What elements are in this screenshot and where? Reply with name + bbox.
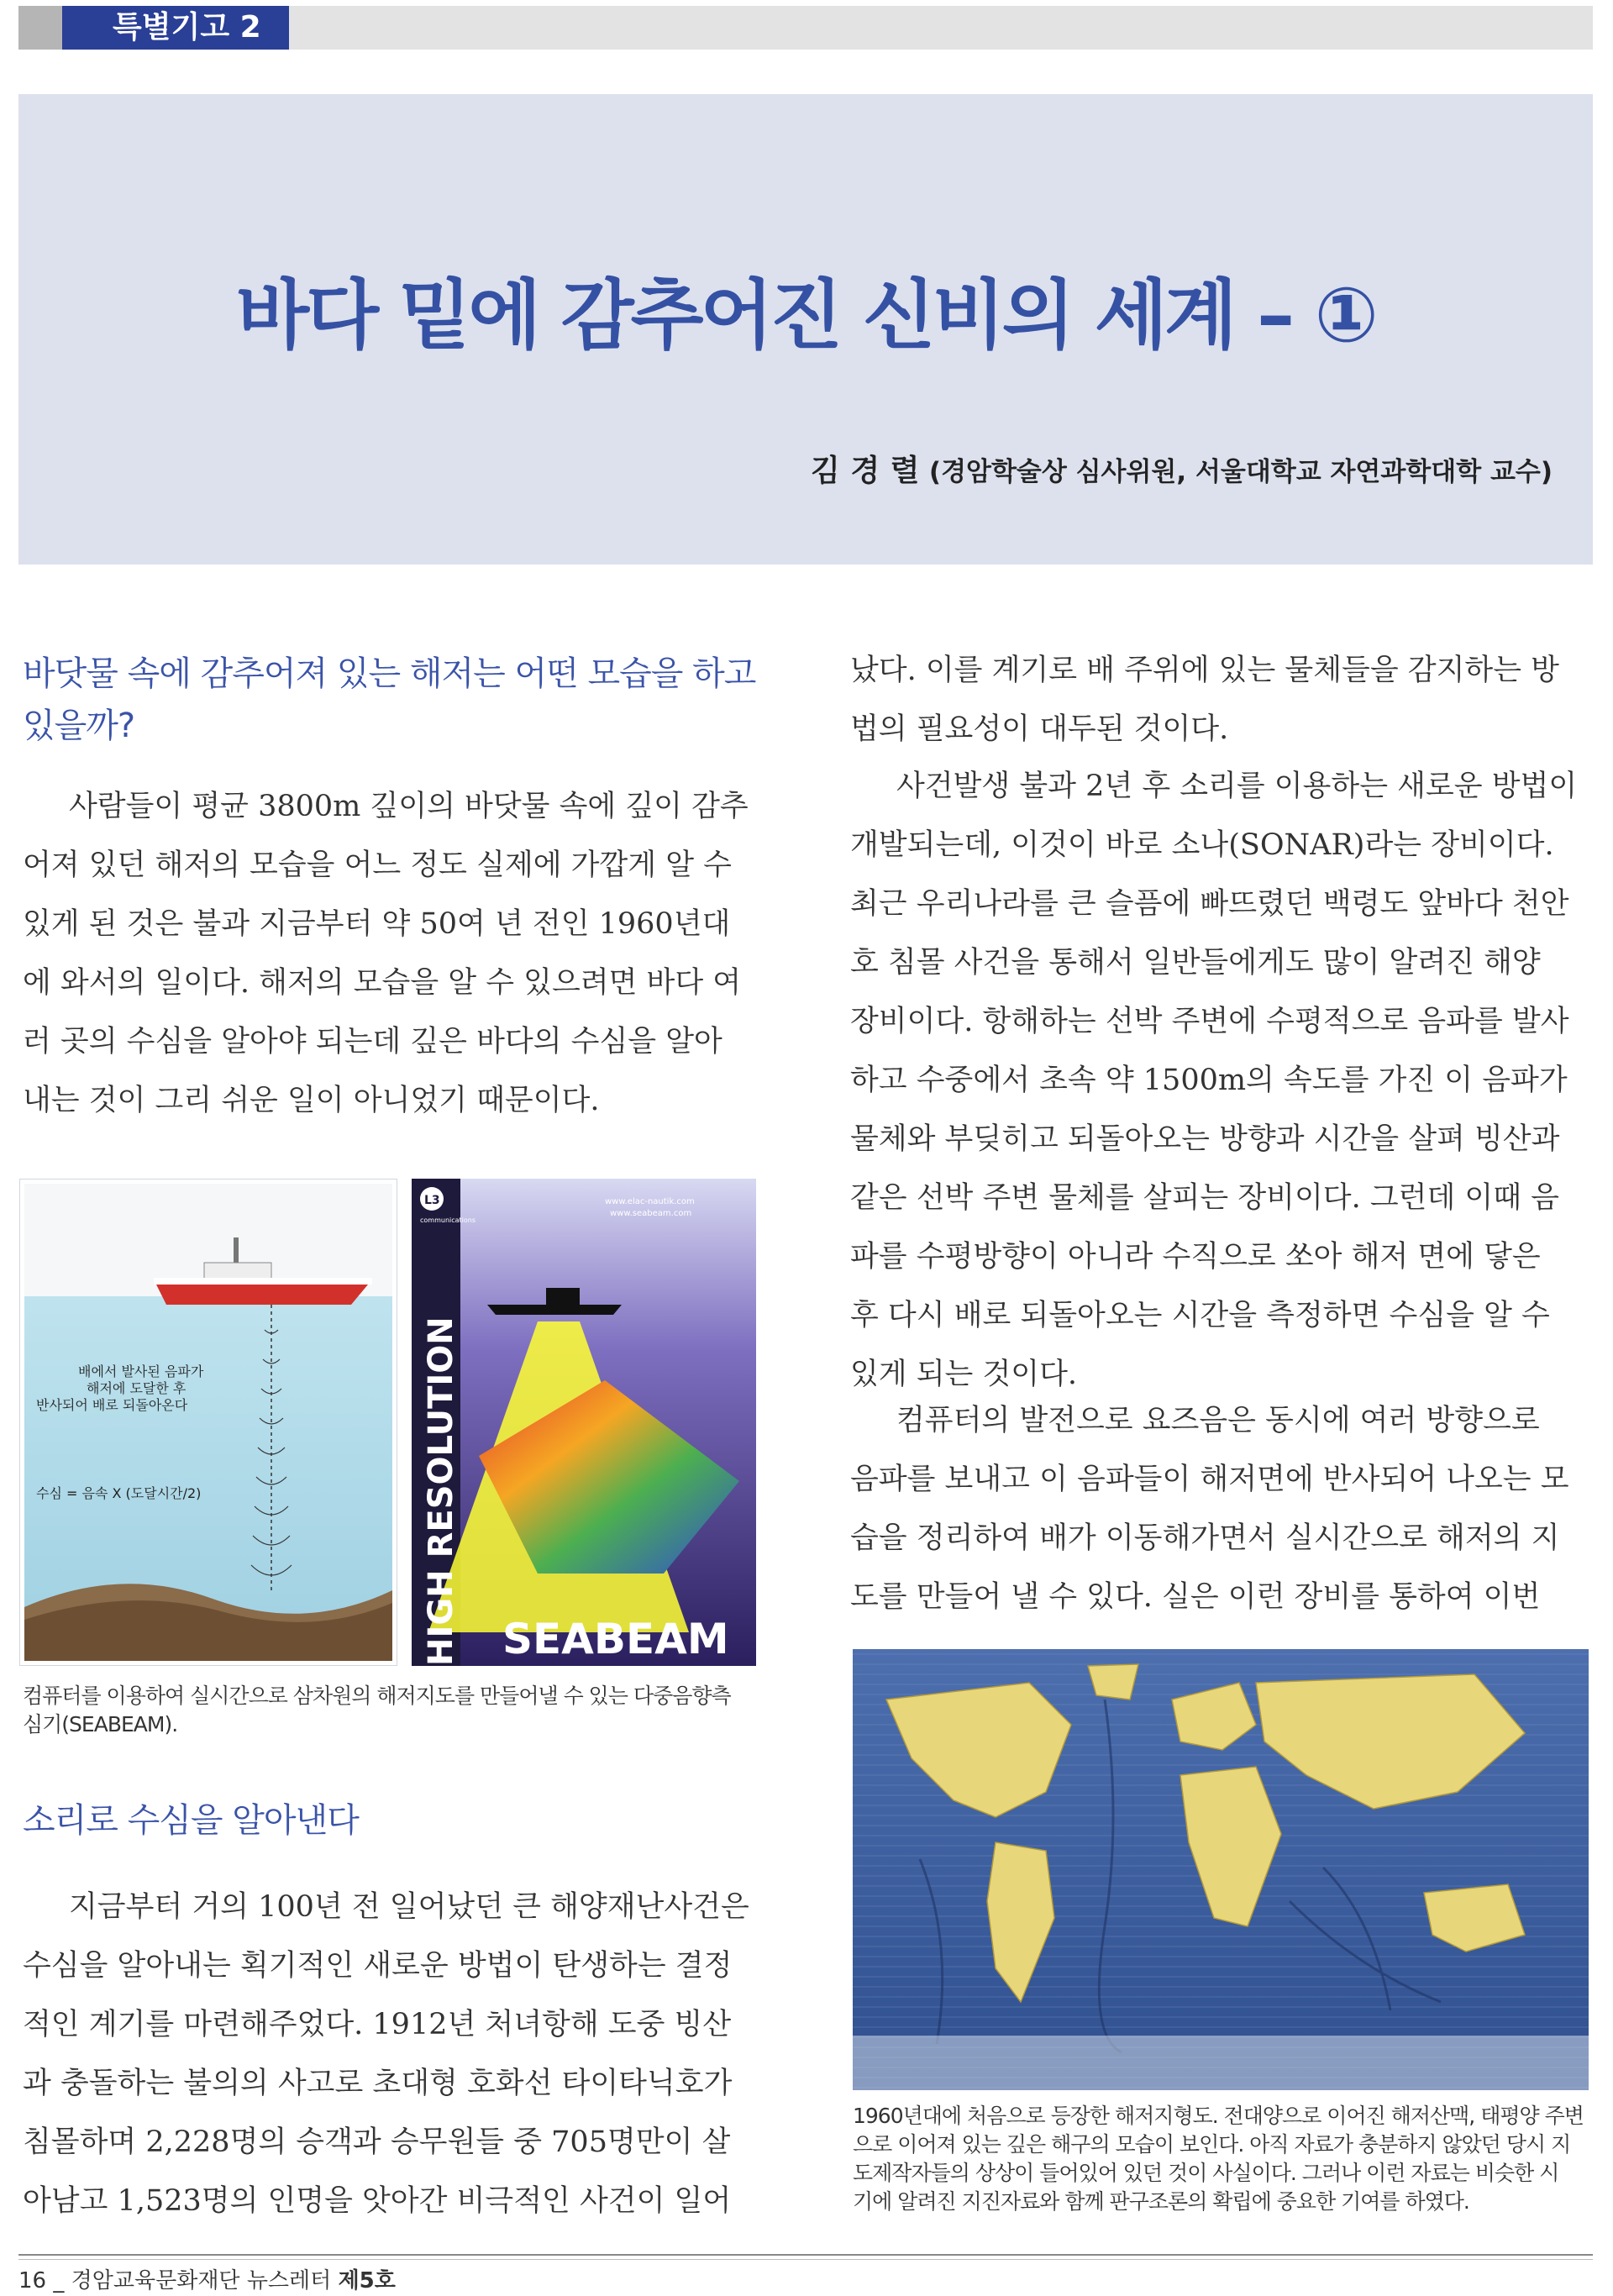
l3-logo-sub: communications — [420, 1216, 476, 1224]
poster-vertical-text: HIGH RESOLUTION — [422, 1316, 460, 1666]
paragraph-left-1: 사람들이 평균 3800m 깊이의 바닷물 속에 깊이 감추 어져 있던 해저의 모습을 어느 정도 실제에 가깝게 알 수 있게 된 것은 불과 지금부터 약 50여 년 전인 1960년대 에 와서의 일이다. 해저의 모습을 알 수 있으려면 바다 여 러 곳의 수심을 알아야 되는데 깊은 바다의 수심을 알아 내는 것이 그리 쉬운 일이 아니었기 때문이다. — [23, 790, 749, 1117]
seabeam-poster-svg — [412, 1179, 756, 1666]
section-heading-1: 바닷물 속에 감추어져 있는 해저는 어떤 모습을 하고 있을까? — [23, 654, 756, 745]
l3-logo-text: L3 — [424, 1194, 440, 1207]
paragraph-right-3: 컴퓨터의 발전으로 요즈음은 동시에 여러 방향으로 음파를 보내고 이 음파들이 해저면에 반사되어 나오는 모 습을 정리하여 배가 이동해가면서 실시간으로 해저의 지 도를 만들어 낼 수 있다. 실은 이런 장비를 통하여 이번 — [850, 1404, 1569, 1614]
header-accent-bar — [18, 6, 62, 50]
caption-ocean-map: 1960년대에 처음으로 등장한 해저지형도. 전대양으로 이어진 해저산맥, 태평양 주변 으로 이어져 있는 깊은 해구의 모습이 보인다. 아직 자료가 충분하지 않았던 당시 지 도제작자들의 상상이 들어있어 있던 것이 사실이다. 그러나 이런 자료는 비슷한 시 기에 알려진 지진자료와 함께 판구조론의 확립에 중요한 기여를 하였다. — [853, 2104, 1584, 2214]
sonar-diagram-figure — [19, 1179, 397, 1666]
footer-rule — [18, 2254, 1593, 2256]
diagram-label-3: 반사되어 배로 되돌아온다 — [36, 1397, 188, 1413]
sonar-diagram-svg — [19, 1179, 397, 1666]
diagram-label-1: 배에서 발사된 음파가 — [78, 1363, 204, 1379]
article-title: 바다 밑에 감추어진 신비의 세계 – ① — [236, 271, 1375, 360]
caption-seabeam: 컴퓨터를 이용하여 실시간으로 삼차원의 해저지도를 만들어낼 수 있는 다중음향측 심기(SEABEAM). — [23, 1684, 731, 1736]
footer-rule-thin — [18, 2259, 1593, 2260]
diagram-formula: 수심 = 음속 X (도달시간/2) — [36, 1485, 202, 1501]
footer — [18, 2263, 396, 2294]
author-name: 김 경 렬 — [811, 453, 920, 488]
publisher-name: 경암교육문화재단 뉴스레터 — [71, 2268, 332, 2293]
section-heading-2: 소리로 수심을 알아낸다 — [23, 1801, 359, 1840]
ocean-floor-map-svg — [853, 1649, 1589, 2090]
seabeam-poster-figure — [412, 1179, 756, 1666]
paragraph-right-2: 사건발생 불과 2년 후 소리를 이용하는 새로운 방법이 개발되는데, 이것이 바로 소나(SONAR)라는 장비이다. 최근 우리나라를 큰 슬픔에 빠뜨렸던 백령도 앞바다 천안 호 침몰 사건을 통해서 일반들에게도 많이 알려진 해양 장비이다. 항해하는 선박 주변에 수평적으로 음파를 발사 하고 수중에서 초속 약 1500m의 속도를 가진 이 음파가 물체와 부딪히고 되돌아오는 방향과 시간을 살펴 빙산과 같은 선박 주변 물체를 살피는 장비이다. 그런데 이때 음 파를 수평방향이 아니라 수직으로 쏘아 해저 면에 닿은 후 다시 배로 되돌아오는 시간을 측정하면 수심을 알 수 있게 되는 것이다. — [850, 770, 1578, 1391]
diagram-label-2: 해저에 도달한 후 — [87, 1380, 187, 1396]
paragraph-right-1: 났다. 이를 계기로 배 주위에 있는 물체들을 감지하는 방 법의 필요성이 대두된 것이다. — [850, 654, 1559, 746]
issue-number: 제5호 — [338, 2268, 396, 2293]
paragraph-left-2: 지금부터 거의 100년 전 일어났던 큰 해양재난사건은 수심을 알아내는 획기적인 새로운 방법이 탄생하는 결정 적인 계기를 마련해주었다. 1912년 처녀항해 도중 빙산 과 충돌하는 불의의 사고로 초대형 호화선 타이타닉호가 침몰하며 2,228명의 승객과 승무원들 중 705명만이 살 아남고 1,523명의 인명을 앗아간 비극적인 사건이 일어 — [23, 1890, 749, 2218]
title-box — [18, 94, 1593, 565]
header-strip — [18, 6, 1593, 50]
section-tag: 특별기고 2 — [62, 6, 289, 50]
ocean-floor-map-figure — [853, 1649, 1589, 2090]
poster-url-2: www.seabeam.com — [610, 1209, 692, 1218]
poster-brand: SEABEAM — [502, 1615, 729, 1663]
poster-url-1: www.elac-nautik.com — [605, 1197, 695, 1206]
author-affiliation: (경암학술상 심사위원, 서울대학교 자연과학대학 교수) — [928, 457, 1553, 487]
page-number: 16 _ — [18, 2268, 65, 2293]
author-line — [811, 447, 1553, 490]
